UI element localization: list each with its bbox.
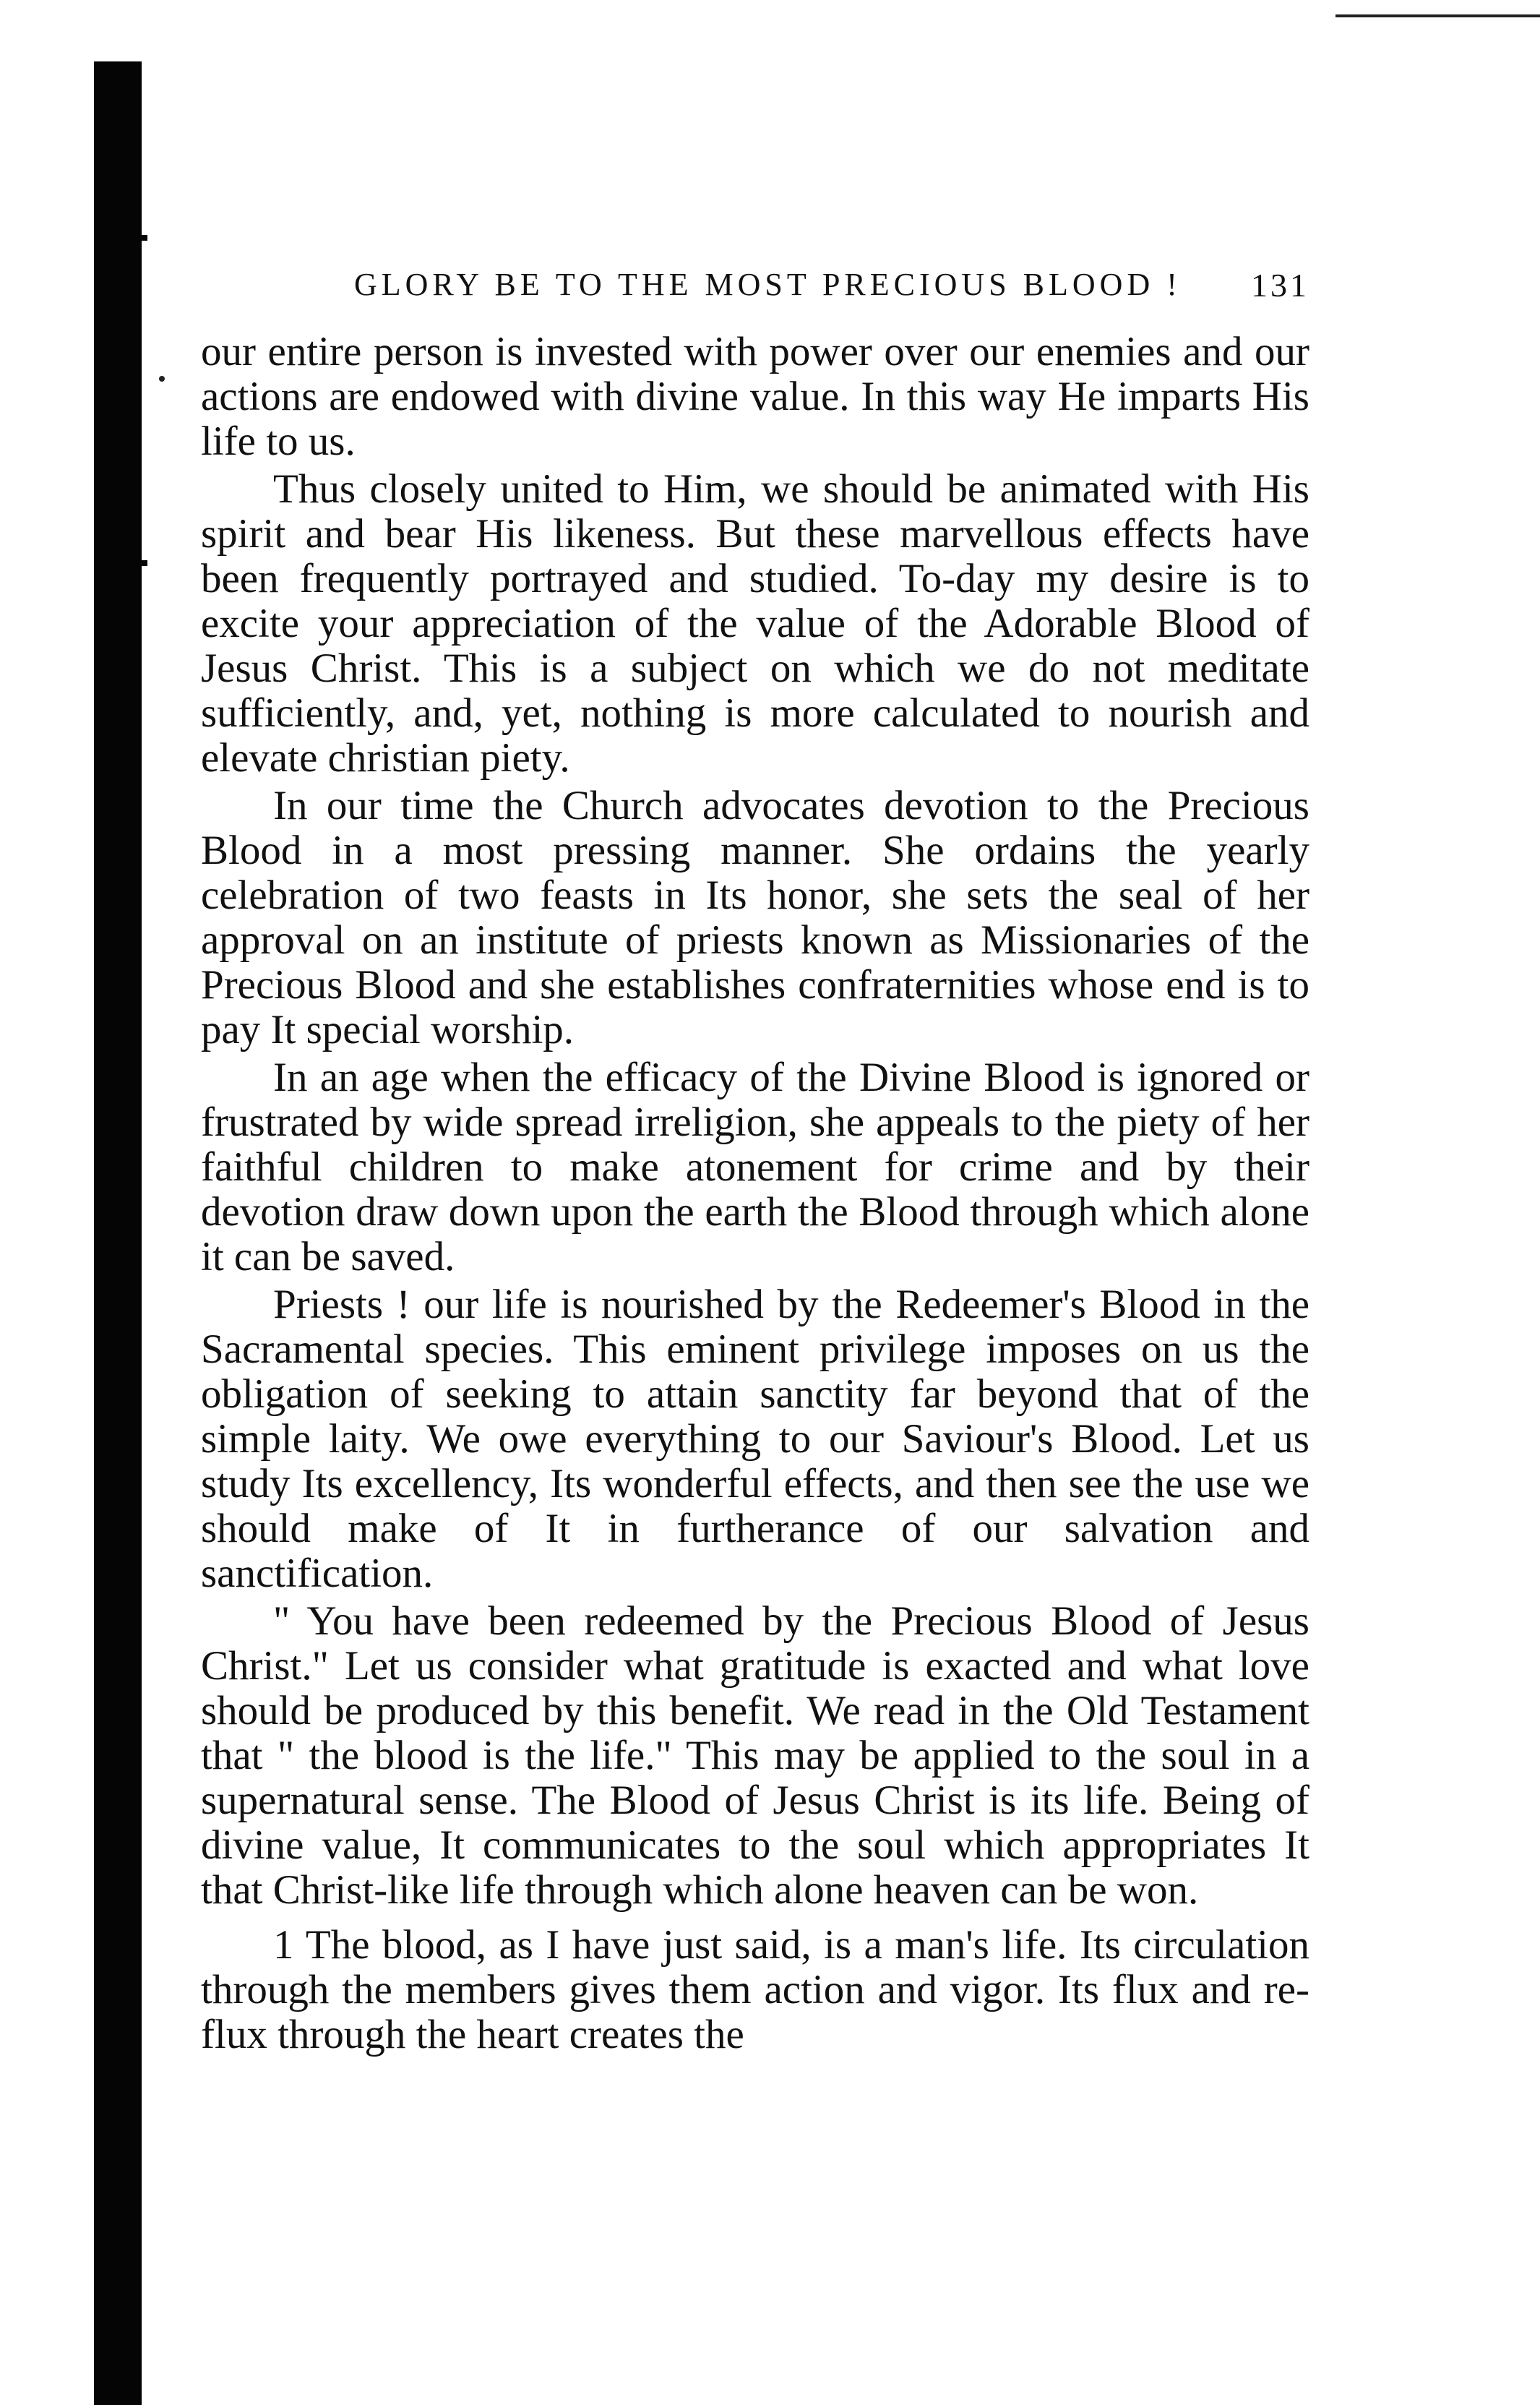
paragraph: Thus closely united to Him, we should be animated with His spirit and bear His likeness. But these marvellous effects have been frequently portrayed and studied. To-day my desire is to excite your appreciation of the value of the Adorable Blood of Jesus Christ. This is a subject on which we do not meditate sufficiently, and, yet, nothing is more calculated to nourish and elevate christian piety. [201,466,1309,781]
running-head-title: GLORY BE TO THE MOST PRECIOUS BLOOD ! [354,267,1182,302]
numbered-paragraph: 1 The blood, as I have just said, is a man's life. Its circulation through the members gives them action and vigor. Its flux and re-flux through the heart creates the [201,1922,1309,2057]
top-rule [1335,14,1540,17]
binding-notch [137,235,147,241]
binding-edge [94,61,142,2405]
paragraph: Priests ! our life is nourished by the Redeemer's Blood in the Sacramental species. This eminent privilege imposes on us the obligation of seeking to attain sanctity far beyond that of the simple laity. We owe everything to our Saviour's Blood. Let us study Its excellency, Its wonderful effects, and then see the use we should make of It in furtherance of our salvation and sanctification. [201,1282,1309,1596]
paragraph: our entire person is invested with power over our enemies and our actions are endowed with divine value. In this way He imparts His life to us. [201,329,1309,464]
body-text [201,330,1309,2057]
paragraph: " You have been redeemed by the Precious Blood of Jesus Christ." Let us consider what gratitude is exacted and what love should be produced by this benefit. We read in the Old Testament that " the blood is the life." This may be applied to the soul in a supernatural sense. The Blood of Jesus Christ is its life. Being of divine value, It communicates to the soul which appropriates It that Christ-like life through which alone heaven can be won. [201,1598,1309,1913]
binding-notch [137,560,147,566]
paragraph: In an age when the efficacy of the Divine Blood is ignored or frustrated by wide spread irreligion, she appeals to the piety of her faithful children to make atonement for crime and by their devotion draw down upon the earth the Blood through which alone it can be saved. [201,1055,1309,1279]
paragraph: In our time the Church advocates devotion to the Precious Blood in a most pressing manner. She ordains the yearly celebration of two feasts in Its honor, she sets the seal of her approval on an institute of priests known as Missionaries of the Precious Blood and she establishes confraternities whose end is to pay It special worship. [201,783,1309,1053]
margin-mark [159,376,165,382]
page-number: 131 [1251,267,1309,304]
book-page [201,260,1309,2060]
running-head [201,260,1309,318]
